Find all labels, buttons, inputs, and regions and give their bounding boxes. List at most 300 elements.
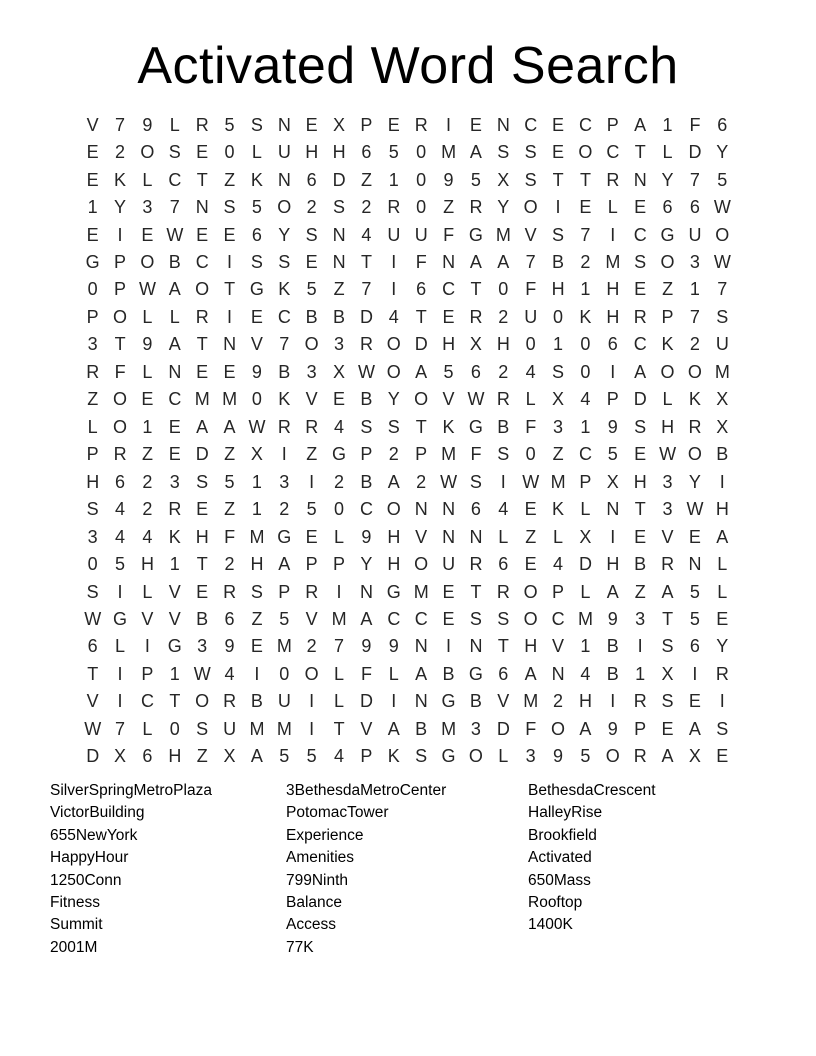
grid-cell: 0 (580, 361, 591, 382)
grid-cell: A (415, 361, 428, 382)
grid-cell: L (87, 416, 98, 437)
grid-cell: L (169, 114, 180, 135)
grid-cell: W (84, 608, 102, 629)
grid-cell: D (578, 554, 592, 575)
grid-cell: 2 (224, 554, 235, 575)
grid-cell: 6 (224, 608, 235, 629)
grid-cell: H (715, 499, 729, 520)
grid-cell: Z (552, 444, 564, 465)
grid-cell: 2 (361, 197, 372, 218)
grid-cell: O (386, 499, 401, 520)
grid-cell: Z (224, 444, 236, 465)
grid-cell: O (551, 718, 566, 739)
grid-cell: E (223, 361, 236, 382)
grid-cell: H (195, 526, 209, 547)
grid-cell: C (387, 608, 401, 629)
grid-cell: E (196, 499, 209, 520)
grid-cell: S (86, 499, 99, 520)
grid-cell: L (169, 306, 180, 327)
grid-cell: N (442, 499, 456, 520)
grid-cell: A (250, 746, 263, 767)
grid-cell: N (332, 224, 346, 245)
grid-cell: R (633, 691, 647, 712)
grid-cell: 0 (279, 663, 290, 684)
grid-cell: O (113, 416, 128, 437)
grid-cell: W (138, 279, 156, 300)
grid-cell: M (413, 581, 429, 602)
grid-cell: P (552, 581, 565, 602)
grid-cell: 5 (306, 499, 317, 520)
grid-cell: 1 (580, 636, 591, 657)
grid-cell: X (716, 416, 729, 437)
grid-cell: 0 (525, 334, 536, 355)
grid-cell: V (524, 224, 537, 245)
grid-cell: F (689, 114, 701, 135)
grid-cell: 6 (717, 114, 728, 135)
grid-cell: 2 (115, 142, 126, 163)
grid-cell: H (633, 471, 647, 492)
grid-cell: E (86, 224, 99, 245)
grid-cell: F (360, 663, 372, 684)
grid-cell: 6 (662, 197, 673, 218)
grid-cell: I (117, 224, 123, 245)
grid-cell: L (607, 197, 618, 218)
word-list-item: Balance (286, 894, 343, 912)
grid-cell: 2 (142, 499, 153, 520)
grid-cell: F (443, 224, 455, 245)
grid-cell: I (309, 691, 315, 712)
grid-cell: 6 (470, 499, 481, 520)
grid-cell: W (659, 444, 677, 465)
grid-cell: M (605, 252, 621, 273)
grid-cell: L (142, 581, 153, 602)
grid-cell: Y (387, 389, 400, 410)
grid-cell: W (166, 224, 184, 245)
grid-cell: T (87, 663, 99, 684)
word-list-item: 1400K (528, 916, 573, 934)
grid-cell: K (442, 416, 455, 437)
grid-cell: G (386, 581, 401, 602)
grid-cell: X (469, 334, 482, 355)
grid-cell: L (717, 554, 728, 575)
grid-cell: O (195, 279, 210, 300)
grid-cell: I (227, 306, 233, 327)
grid-cell: C (524, 114, 538, 135)
grid-cell: P (114, 252, 127, 273)
grid-cell: 3 (87, 334, 98, 355)
grid-cell: R (305, 581, 319, 602)
grid-cell: G (85, 252, 100, 273)
grid-cell: N (414, 691, 428, 712)
grid-cell: 2 (498, 306, 509, 327)
grid-cell: 0 (87, 279, 98, 300)
grid-cell: W (686, 499, 704, 520)
word-list-item: Activated (528, 849, 592, 867)
grid-cell: E (333, 389, 346, 410)
word-list-item: 655NewYork (50, 826, 138, 844)
grid-cell: I (254, 663, 260, 684)
grid-cell: O (523, 197, 538, 218)
grid-cell: L (580, 581, 591, 602)
grid-cell: P (86, 444, 99, 465)
grid-cell: L (553, 526, 564, 547)
grid-cell: S (250, 581, 263, 602)
grid-cell: K (387, 746, 400, 767)
grid-cell: W (713, 197, 731, 218)
grid-cell: L (334, 691, 345, 712)
grid-cell: E (634, 444, 647, 465)
grid-cell: V (661, 526, 674, 547)
grid-cell: 6 (498, 554, 509, 575)
grid-cell: T (333, 718, 345, 739)
grid-cell: K (552, 499, 565, 520)
grid-cell: E (688, 526, 701, 547)
grid-cell: 9 (142, 114, 153, 135)
grid-cell: N (277, 169, 291, 190)
grid-cell: 5 (306, 746, 317, 767)
grid-cell: G (468, 224, 483, 245)
grid-cell: O (304, 663, 319, 684)
grid-cell: 4 (334, 746, 345, 767)
grid-cell: 7 (717, 279, 728, 300)
grid-cell: P (305, 554, 318, 575)
grid-cell: E (196, 142, 209, 163)
grid-cell: 6 (689, 197, 700, 218)
grid-cell: H (387, 554, 401, 575)
grid-cell: 7 (279, 334, 290, 355)
grid-cell: 2 (689, 334, 700, 355)
grid-cell: B (469, 691, 482, 712)
grid-cell: S (250, 114, 263, 135)
grid-cell: F (525, 718, 537, 739)
grid-cell: S (250, 252, 263, 273)
grid-cell: D (359, 691, 373, 712)
grid-cell: F (470, 444, 482, 465)
word-list-item: HappyHour (50, 849, 129, 867)
grid-cell: 4 (224, 663, 235, 684)
word-list-item: Rooftop (528, 894, 583, 912)
grid-cell: E (86, 142, 99, 163)
grid-cell: 4 (115, 499, 126, 520)
grid-cell: V (168, 581, 181, 602)
grid-cell: L (115, 636, 126, 657)
grid-cell: X (333, 361, 346, 382)
grid-cell: I (719, 691, 725, 712)
grid-cell: U (387, 224, 401, 245)
grid-cell: Y (497, 197, 510, 218)
grid-cell: U (688, 224, 702, 245)
grid-cell: O (715, 224, 730, 245)
grid-cell: A (661, 746, 674, 767)
grid-cell: R (496, 389, 510, 410)
word-list-item: Amenities (286, 849, 355, 867)
grid-cell: V (442, 389, 455, 410)
grid-cell: 4 (142, 526, 153, 547)
grid-cell: O (523, 581, 538, 602)
grid-cell: 4 (580, 389, 591, 410)
grid-cell: P (360, 444, 373, 465)
grid-cell: 7 (689, 169, 700, 190)
grid-cell: A (196, 416, 209, 437)
grid-cell: 2 (306, 197, 317, 218)
grid-cell: 1 (553, 334, 564, 355)
grid-cell: 5 (580, 746, 591, 767)
word-list-column-3 (528, 780, 656, 937)
grid-cell: A (223, 416, 236, 437)
grid-cell: E (552, 142, 565, 163)
grid-cell: 0 (416, 169, 427, 190)
grid-cell: N (195, 197, 209, 218)
grid-cell: S (497, 444, 510, 465)
grid-cell: A (634, 114, 647, 135)
grid-cell: P (333, 554, 346, 575)
grid-cell: N (551, 663, 565, 684)
grid-cell: S (196, 471, 209, 492)
grid-cell: 1 (169, 663, 180, 684)
grid-cell: 4 (525, 361, 536, 382)
grid-cell: E (250, 636, 263, 657)
grid-cell: Z (306, 444, 318, 465)
grid-cell: K (661, 334, 674, 355)
word-list-item: 799Ninth (286, 871, 349, 889)
grid-cell: O (578, 142, 593, 163)
grid-cell: R (223, 691, 237, 712)
grid-cell: 0 (416, 197, 427, 218)
grid-cell: T (662, 608, 674, 629)
word-list-column-2 (286, 780, 446, 959)
grid-cell: K (250, 169, 263, 190)
grid-cell: W (467, 389, 485, 410)
grid-cell: M (441, 142, 457, 163)
grid-cell: E (250, 306, 263, 327)
grid-cell: 0 (416, 142, 427, 163)
grid-cell: O (687, 444, 702, 465)
grid-cell: Z (87, 389, 99, 410)
grid-cell: S (469, 608, 482, 629)
grid-cell: B (497, 416, 510, 437)
grid-cell: E (196, 224, 209, 245)
word-list-item: SilverSpringMetroPlaza (50, 782, 212, 799)
grid-cell: A (168, 334, 181, 355)
grid-cell: T (196, 169, 208, 190)
grid-cell: 0 (87, 554, 98, 575)
grid-cell: E (688, 691, 701, 712)
grid-cell: O (468, 746, 483, 767)
grid-cell: S (716, 306, 729, 327)
grid-cell: K (114, 169, 127, 190)
grid-cell: 1 (169, 554, 180, 575)
grid-cell: 7 (580, 224, 591, 245)
grid-cell: 5 (279, 608, 290, 629)
grid-cell: A (387, 471, 400, 492)
grid-cell: T (552, 169, 564, 190)
grid-cell: E (196, 361, 209, 382)
grid-cell: I (117, 691, 123, 712)
grid-cell: I (391, 691, 397, 712)
grid-cell: P (86, 306, 99, 327)
grid-cell: 5 (279, 746, 290, 767)
grid-cell: 5 (115, 554, 126, 575)
grid-cell: 3 (334, 334, 345, 355)
grid-cell: S (387, 416, 400, 437)
grid-cell: G (441, 691, 456, 712)
grid-cell: R (359, 334, 373, 355)
grid-cell: E (634, 526, 647, 547)
grid-cell: Y (716, 142, 729, 163)
grid-cell: 7 (525, 252, 536, 273)
grid-cell: X (250, 444, 263, 465)
grid-cell: E (305, 252, 318, 273)
grid-cell: 9 (443, 169, 454, 190)
grid-cell: I (692, 663, 698, 684)
grid-cell: 2 (553, 691, 564, 712)
grid-cell: R (469, 554, 483, 575)
grid-cell: E (634, 279, 647, 300)
grid-cell: S (196, 718, 209, 739)
grid-cell: R (688, 416, 702, 437)
grid-cell: S (524, 142, 537, 163)
grid-cell: L (525, 389, 536, 410)
grid-cell: 3 (689, 252, 700, 273)
grid-cell: T (114, 334, 126, 355)
grid-cell: N (469, 526, 483, 547)
grid-cell: U (223, 718, 237, 739)
grid-cell: N (469, 636, 483, 657)
grid-cell: 3 (197, 636, 208, 657)
grid-cell: O (113, 389, 128, 410)
grid-cell: O (277, 197, 292, 218)
grid-cell: N (442, 526, 456, 547)
grid-cell: O (140, 142, 155, 163)
grid-cell: E (524, 499, 537, 520)
grid-cell: E (168, 444, 181, 465)
grid-cell: 2 (279, 499, 290, 520)
grid-cell: Y (360, 554, 373, 575)
grid-cell: 3 (635, 608, 646, 629)
grid-cell: X (114, 746, 127, 767)
grid-cell: A (688, 718, 701, 739)
grid-cell: L (142, 169, 153, 190)
grid-cell: Z (224, 499, 236, 520)
grid-cell: I (309, 471, 315, 492)
grid-cell: L (717, 581, 728, 602)
page-title: Activated Word Search (137, 37, 679, 95)
grid-cell: W (522, 471, 540, 492)
grid-cell: N (496, 114, 510, 135)
grid-cell: I (144, 636, 150, 657)
grid-cell: G (167, 636, 182, 657)
grid-cell: 9 (607, 608, 618, 629)
grid-cell: K (168, 526, 181, 547)
grid-cell: 5 (306, 279, 317, 300)
grid-cell: H (496, 334, 510, 355)
grid-cell: B (168, 252, 181, 273)
grid-cell: 3 (470, 718, 481, 739)
word-list-column-1 (50, 780, 212, 959)
word-list-item: 1250Conn (50, 871, 122, 889)
grid-cell: P (415, 444, 428, 465)
grid-cell: E (579, 197, 592, 218)
grid-cell: U (277, 691, 291, 712)
grid-cell: B (333, 306, 346, 327)
grid-cell: E (524, 554, 537, 575)
grid-cell: G (468, 663, 483, 684)
word-search-grid (79, 111, 736, 770)
grid-cell: E (168, 416, 181, 437)
grid-cell: V (415, 526, 428, 547)
grid-cell: Z (360, 169, 372, 190)
grid-cell: H (661, 416, 675, 437)
grid-cell: S (360, 416, 373, 437)
grid-cell: D (332, 169, 346, 190)
grid-cell: K (688, 389, 701, 410)
word-list-item: HalleyRise (528, 804, 603, 822)
grid-cell: G (332, 444, 347, 465)
grid-cell: G (468, 416, 483, 437)
word-list-item: Summit (50, 916, 103, 934)
grid-cell: 2 (388, 444, 399, 465)
grid-cell: M (441, 444, 457, 465)
grid-cell: E (442, 306, 455, 327)
grid-cell: X (497, 169, 510, 190)
grid-cell: 4 (388, 306, 399, 327)
grid-cell: H (305, 142, 319, 163)
grid-cell: S (716, 718, 729, 739)
grid-cell: A (168, 279, 181, 300)
grid-cell: X (579, 526, 592, 547)
grid-cell: C (168, 169, 182, 190)
grid-cell: W (713, 252, 731, 273)
grid-cell: 3 (662, 499, 673, 520)
grid-cell: T (634, 142, 646, 163)
grid-cell: C (140, 691, 154, 712)
grid-cell: H (387, 526, 401, 547)
grid-cell: V (141, 608, 154, 629)
grid-cell: A (387, 718, 400, 739)
grid-cell: R (223, 581, 237, 602)
grid-cell: O (523, 608, 538, 629)
grid-cell: Z (251, 608, 263, 629)
grid-cell: P (579, 471, 592, 492)
grid-cell: 6 (142, 746, 153, 767)
grid-cell: T (470, 279, 482, 300)
grid-cell: 1 (388, 169, 399, 190)
grid-cell: C (168, 389, 182, 410)
grid-cell: I (446, 114, 452, 135)
grid-cell: 7 (334, 636, 345, 657)
grid-cell: R (277, 416, 291, 437)
grid-cell: C (633, 334, 647, 355)
grid-cell: E (387, 114, 400, 135)
grid-cell: 0 (580, 334, 591, 355)
grid-cell: 5 (689, 581, 700, 602)
grid-cell: O (414, 389, 429, 410)
grid-cell: 9 (361, 526, 372, 547)
grid-cell: R (414, 114, 428, 135)
word-list-item: Brookfield (528, 826, 597, 844)
grid-cell: M (276, 718, 292, 739)
grid-cell: A (716, 526, 729, 547)
word-list-item: PotomacTower (286, 804, 389, 822)
grid-cell: X (552, 389, 565, 410)
grid-cell: C (606, 142, 620, 163)
grid-cell: 4 (334, 416, 345, 437)
grid-cell: V (552, 636, 565, 657)
grid-cell: D (633, 389, 647, 410)
grid-cell: A (415, 663, 428, 684)
grid-cell: I (446, 636, 452, 657)
grid-cell: 2 (334, 471, 345, 492)
